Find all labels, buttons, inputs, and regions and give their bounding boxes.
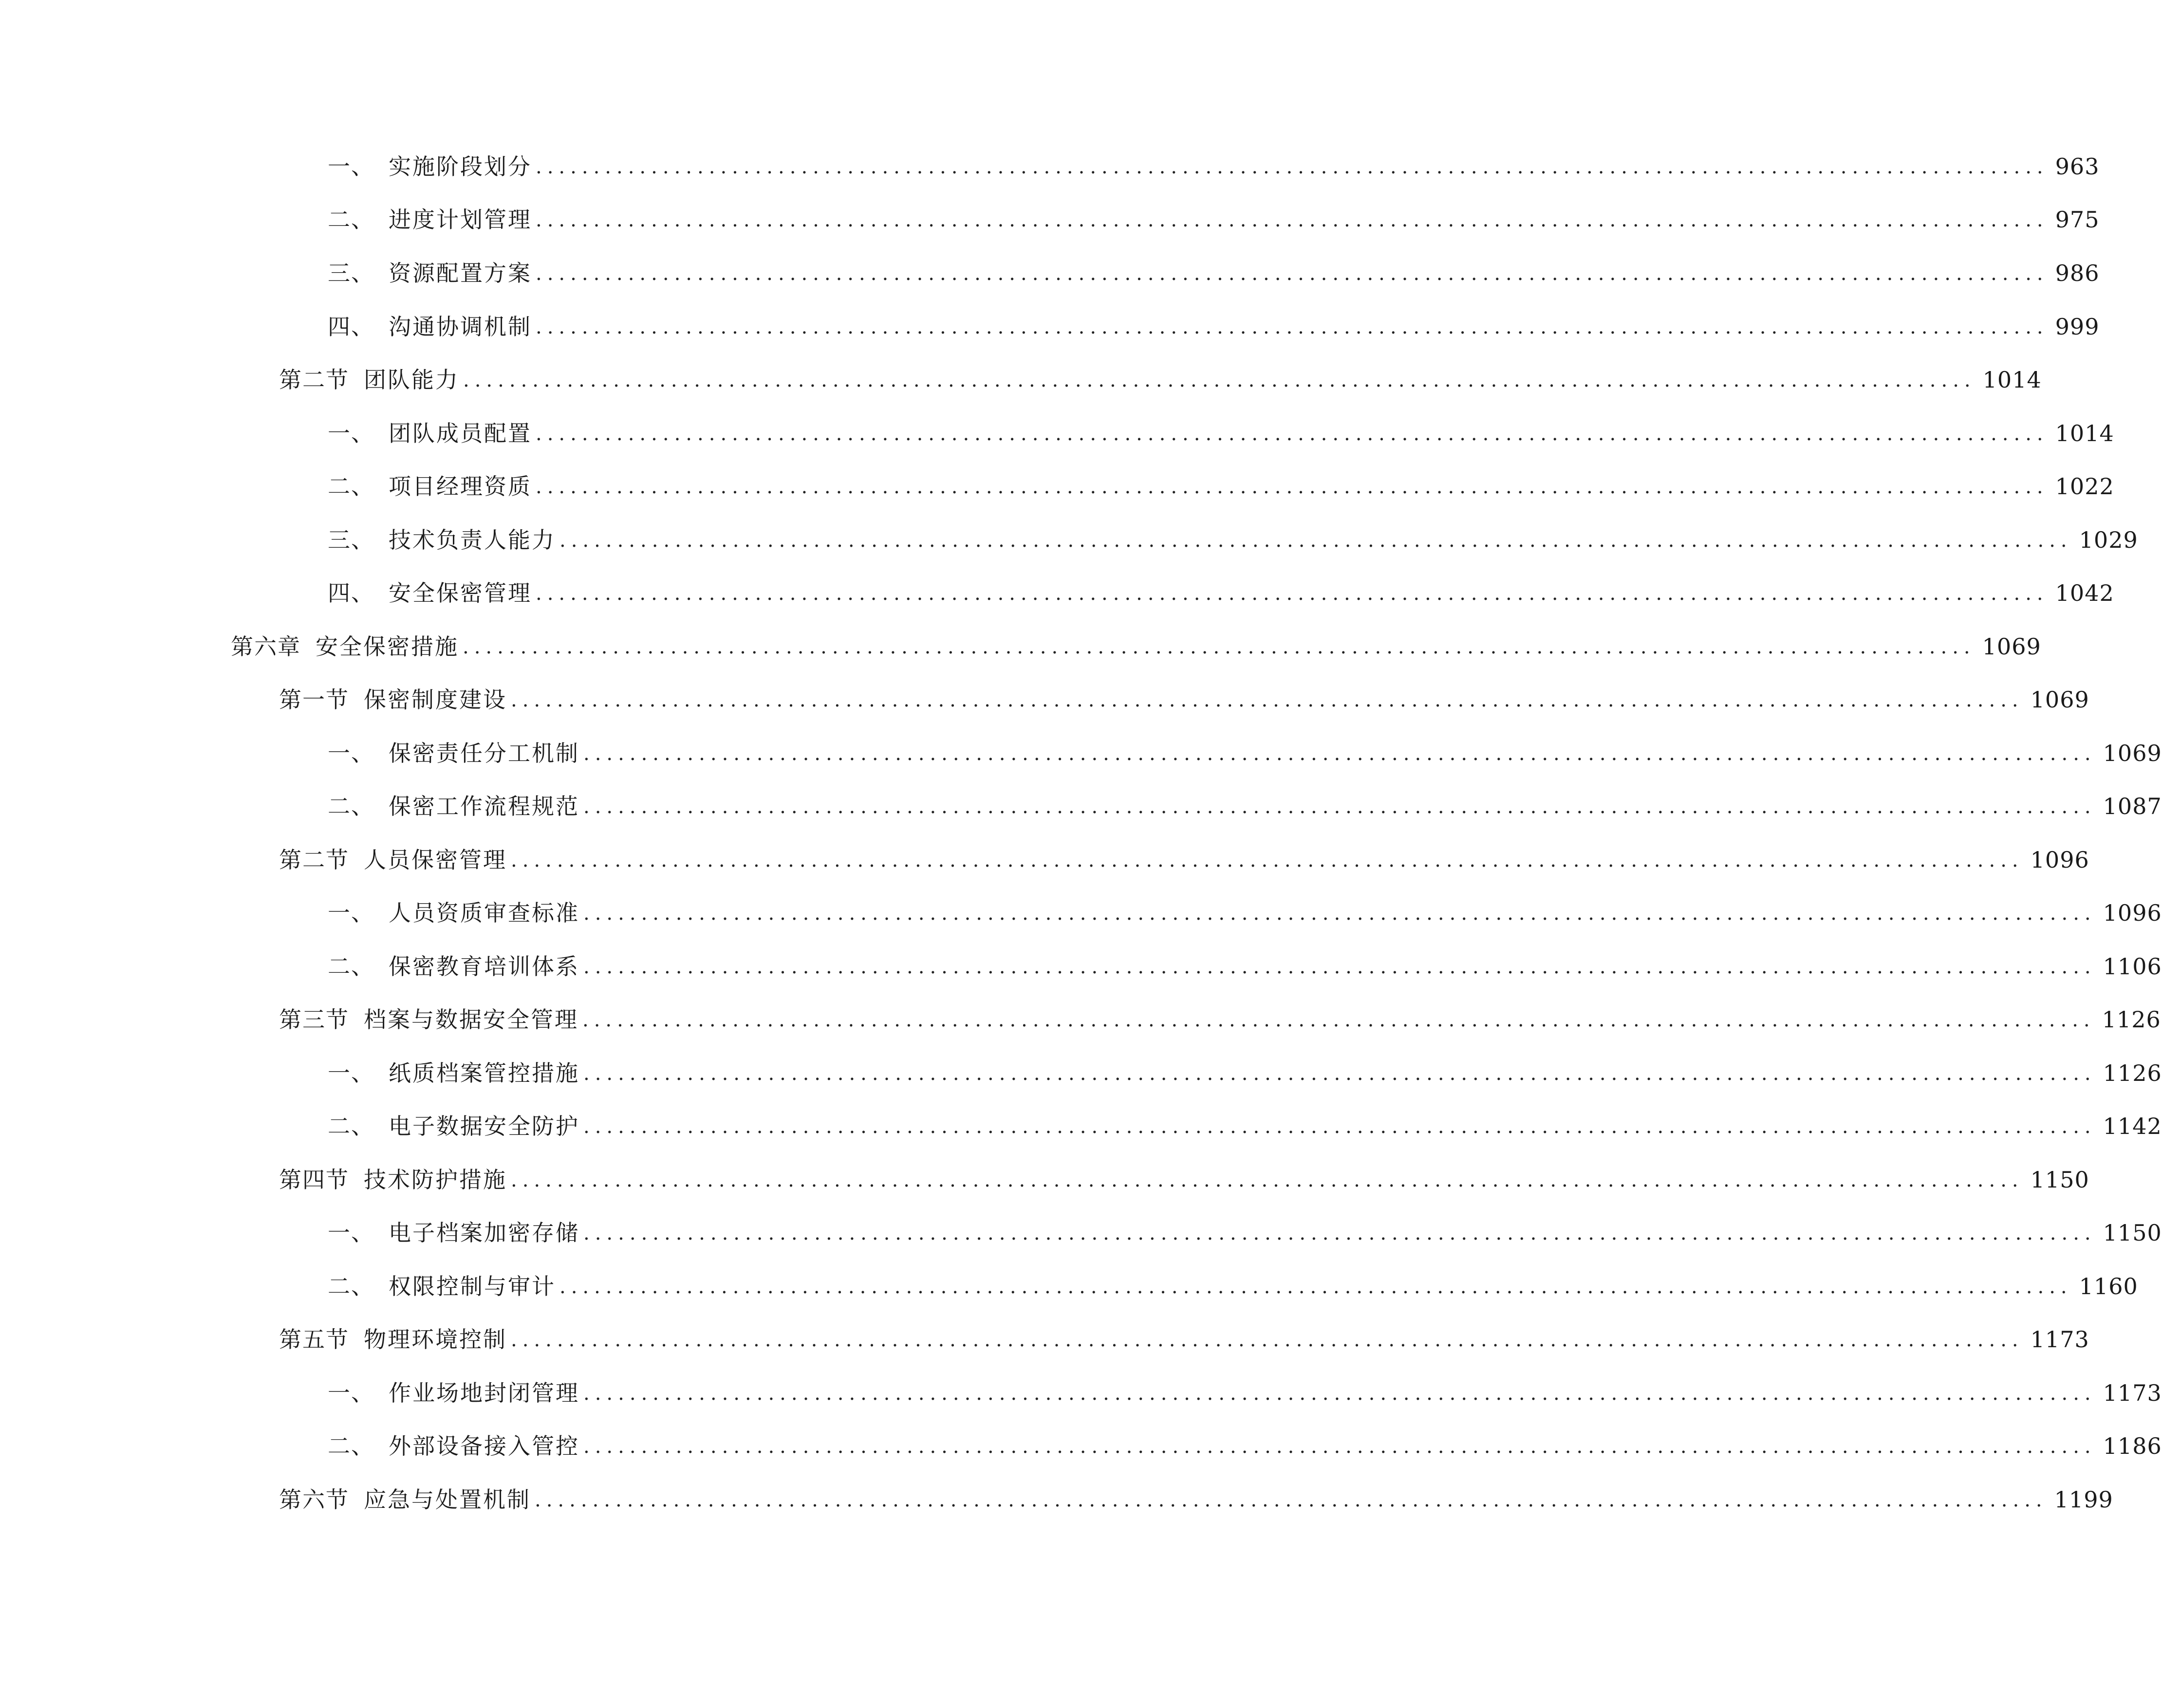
toc-entry-title: 外部设备接入管控	[389, 1433, 579, 1459]
toc-entry-title: 保密教育培训体系	[389, 953, 579, 980]
toc-entry-page-number: 1014	[1982, 367, 2042, 393]
toc-entry-title: 纸质档案管控措施	[389, 1060, 579, 1086]
toc-entry[interactable]	[279, 1317, 2089, 1353]
toc-entry-marker: 二、	[328, 1273, 374, 1300]
toc-entry[interactable]	[279, 1477, 2113, 1513]
dot-leader: ...................................................................................................................................	[583, 743, 2096, 765]
toc-entry[interactable]	[279, 997, 2161, 1033]
toc-entry-page-number: 999	[2055, 314, 2100, 340]
toc-entry[interactable]	[279, 1157, 2089, 1193]
toc-entry[interactable]	[328, 1423, 2162, 1459]
toc-entry-marker: 四、	[328, 314, 374, 340]
toc-entry-title: 作业场地封闭管理	[389, 1380, 579, 1406]
toc-entry-title: 保密制度建设	[364, 687, 507, 713]
toc-entry-page-number: 1096	[2030, 847, 2089, 873]
toc-entry-title: 安全保密措施	[316, 633, 459, 660]
dot-leader: ...................................................................................................................................	[583, 956, 2096, 978]
toc-entry-title: 电子数据安全防护	[389, 1113, 579, 1139]
toc-entry-marker: 三、	[328, 260, 374, 286]
dot-leader: ...................................................................................................................................	[511, 1329, 2024, 1351]
toc-entry-marker: 第二节	[279, 367, 349, 393]
toc-entry[interactable]	[328, 1370, 2162, 1406]
dot-leader: ...................................................................................................................................	[583, 1435, 2096, 1458]
toc-entry-page-number: 1150	[2030, 1167, 2089, 1193]
toc-entry-marker: 第一节	[279, 687, 349, 713]
dot-leader: ...................................................................................................................................	[536, 582, 2049, 605]
toc-entry-page-number: 1014	[2055, 420, 2114, 446]
toc-entry-title: 技术防护措施	[364, 1167, 507, 1193]
toc-entry-title: 权限控制与审计	[389, 1273, 556, 1300]
toc-entry[interactable]	[328, 144, 2100, 180]
toc-entry[interactable]	[328, 197, 2100, 233]
toc-entry-page-number: 1042	[2055, 580, 2114, 606]
dot-leader: ...................................................................................................................................	[583, 1062, 2096, 1085]
toc-entry-page-number: 1173	[2103, 1380, 2162, 1406]
toc-entry[interactable]	[328, 570, 2114, 606]
toc-entry-page-number: 1173	[2030, 1326, 2089, 1353]
toc-entry-page-number: 1069	[2030, 687, 2089, 713]
toc-entry-marker: 一、	[328, 740, 374, 766]
toc-entry-marker: 一、	[328, 420, 374, 446]
dot-leader: ...................................................................................................................................	[583, 1115, 2096, 1138]
toc-entry-page-number: 1106	[2103, 953, 2162, 980]
dot-leader: ...................................................................................................................................	[535, 1489, 2048, 1511]
toc-entry-title: 团队能力	[364, 367, 459, 393]
toc-entry-marker: 一、	[328, 900, 374, 926]
toc-entry[interactable]	[328, 1103, 2162, 1139]
toc-entry[interactable]	[328, 410, 2114, 446]
toc-entry-title: 实施阶段划分	[389, 153, 532, 180]
toc-entry[interactable]	[279, 357, 2042, 393]
toc-entry-marker: 第六节	[279, 1486, 349, 1513]
dot-leader: ...................................................................................................................................	[463, 369, 1976, 391]
toc-entry-page-number: 1142	[2103, 1113, 2162, 1139]
toc-entry-marker: 第二节	[279, 847, 349, 873]
toc-entry-marker: 一、	[328, 1380, 374, 1406]
toc-entry-page-number: 1199	[2054, 1486, 2113, 1513]
toc-entry-title: 电子档案加密存储	[389, 1220, 579, 1246]
toc-entry[interactable]	[328, 464, 2114, 500]
toc-entry-marker: 三、	[328, 527, 374, 553]
toc-entry[interactable]	[279, 837, 2089, 873]
dot-leader: ...................................................................................................................................	[583, 1382, 2096, 1405]
dot-leader: ...................................................................................................................................	[583, 1222, 2096, 1244]
toc-entry[interactable]	[328, 1050, 2162, 1086]
toc-entry[interactable]	[231, 624, 2041, 660]
dot-leader: ...................................................................................................................................	[511, 689, 2024, 711]
dot-leader: ...................................................................................................................................	[559, 529, 2072, 552]
toc-entry-marker: 一、	[328, 1220, 374, 1246]
toc-entry-title: 人员资质审查标准	[389, 900, 579, 926]
toc-entry-marker: 二、	[328, 206, 374, 233]
toc-entry-title: 物理环境控制	[364, 1326, 507, 1353]
toc-entry-page-number: 1096	[2103, 900, 2162, 926]
toc-entry-marker: 四、	[328, 580, 374, 606]
toc-entry-page-number: 1069	[2103, 740, 2162, 766]
toc-entry[interactable]	[328, 944, 2162, 980]
toc-entry[interactable]	[328, 890, 2162, 926]
toc-entry-page-number: 975	[2055, 206, 2100, 233]
dot-leader: ...................................................................................................................................	[511, 849, 2024, 872]
dot-leader: ...................................................................................................................................	[536, 316, 2049, 338]
toc-entry-page-number: 1150	[2103, 1220, 2162, 1246]
toc-entry-marker: 一、	[328, 153, 374, 180]
toc-entry-page-number: 1029	[2079, 527, 2138, 553]
toc-entry-page-number: 1186	[2103, 1433, 2162, 1459]
toc-entry-page-number: 963	[2055, 153, 2100, 180]
toc-entry-page-number: 1022	[2055, 473, 2114, 500]
dot-leader: ...................................................................................................................................	[463, 636, 1976, 658]
toc-entry-title: 保密责任分工机制	[389, 740, 579, 766]
toc-entry-title: 保密工作流程规范	[389, 793, 579, 819]
toc-entry[interactable]	[328, 517, 2138, 553]
toc-entry-marker: 第五节	[279, 1326, 349, 1353]
toc-entry-marker: 二、	[328, 953, 374, 980]
toc-entry-marker: 二、	[328, 793, 374, 819]
toc-entry[interactable]	[328, 730, 2162, 766]
toc-entry-title: 技术负责人能力	[389, 527, 556, 553]
toc-entry[interactable]	[328, 1263, 2138, 1300]
toc-entry-title: 进度计划管理	[389, 206, 532, 233]
dot-leader: ...................................................................................................................................	[536, 262, 2049, 285]
toc-entry-page-number: 1087	[2103, 793, 2162, 819]
toc-entry-title: 人员保密管理	[364, 847, 507, 873]
toc-entry-title: 团队成员配置	[389, 420, 532, 446]
toc-entry-marker: 二、	[328, 1113, 374, 1139]
toc-entry-title: 安全保密管理	[389, 580, 532, 606]
toc-entry[interactable]	[328, 304, 2100, 340]
dot-leader: ...................................................................................................................................	[536, 476, 2049, 498]
toc-entry-title: 档案与数据安全管理	[364, 1006, 578, 1033]
toc-entry-marker: 二、	[328, 1433, 374, 1459]
toc-entry-page-number: 1069	[1982, 633, 2041, 660]
toc-entry[interactable]	[328, 250, 2100, 286]
toc-entry[interactable]	[328, 783, 2162, 819]
toc-entry-title: 沟通协调机制	[389, 314, 532, 340]
toc-entry[interactable]	[279, 677, 2089, 713]
dot-leader: ...................................................................................................................................	[559, 1276, 2072, 1298]
dot-leader: ...................................................................................................................................	[536, 209, 2049, 231]
dot-leader: ...................................................................................................................................	[536, 156, 2049, 178]
toc-entry-marker: 第三节	[279, 1006, 349, 1033]
toc-entry-title: 资源配置方案	[389, 260, 532, 286]
dot-leader: ...................................................................................................................................	[536, 423, 2049, 445]
toc-entry-marker: 二、	[328, 473, 374, 500]
toc-entry-page-number: 1160	[2079, 1273, 2138, 1300]
dot-leader: ...................................................................................................................................	[511, 1169, 2024, 1191]
dot-leader: ...................................................................................................................................	[583, 796, 2096, 818]
toc-entry-marker: 第四节	[279, 1167, 349, 1193]
toc-entry[interactable]	[328, 1210, 2162, 1246]
toc-entry-title: 项目经理资质	[389, 473, 532, 500]
dot-leader: ...................................................................................................................................	[583, 902, 2096, 925]
toc-entry-title: 应急与处置机制	[364, 1486, 531, 1513]
dot-leader: ...................................................................................................................................	[582, 1009, 2095, 1031]
toc-entry-page-number: 1126	[2103, 1060, 2162, 1086]
toc-entry-marker: 第六章	[231, 633, 301, 660]
toc-entry-page-number: 1126	[2102, 1006, 2161, 1033]
toc-entry-marker: 一、	[328, 1060, 374, 1086]
toc-entry-page-number: 986	[2055, 260, 2100, 286]
